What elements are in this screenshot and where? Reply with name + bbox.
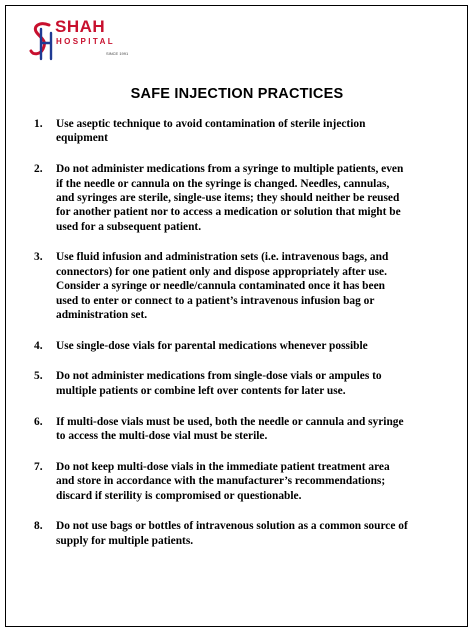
list-item: [34, 117, 444, 146]
hospital-logo: [29, 17, 139, 67]
logo-since: SINCE 1991: [106, 51, 129, 56]
item-number: 7.: [34, 460, 43, 473]
item-number: 6.: [34, 415, 43, 428]
item-text: If multi-dose vials must be used, both the needle or cannula and syringe to access the multi-dose vial must be sterile.: [56, 415, 404, 442]
sh-monogram-icon: [29, 19, 53, 61]
item-number: 8.: [34, 520, 43, 533]
item-text: Do not administer medications from a syringe to multiple patients, even if the needle or cannula on the syringe is changed. Needles, cannulas, and syringes are sterile, single-use items; they should neither be reused for another patient nor to access a medication or solution that might be used for a subsequent patient.: [56, 163, 404, 233]
item-text: Use single-dose vials for parental medications whenever possible: [56, 339, 368, 352]
document-title: SAFE INJECTION PRACTICES: [130, 86, 344, 102]
practices-list: [34, 117, 444, 564]
list-item: [34, 250, 444, 322]
item-text: Use fluid infusion and administration sets (i.e. intravenous bags, and connectors) for one patient only and dispose appropriately after use. Consider a syringe or needle/cannula contaminated once it has been used to enter or connect to a patient’s intravenous infusion bag or administration set.: [56, 251, 389, 322]
logo-subtitle: HOSPITAL: [56, 37, 116, 46]
item-number: 3.: [34, 251, 43, 264]
item-text: Do not use bags or bottles of intravenous solution as a common source of supply for multiple patients.: [56, 520, 408, 547]
list-item: [34, 339, 444, 353]
item-text: Do not administer medications from single-dose vials or ampules to multiple patients or combine left over contents for later use.: [56, 370, 382, 397]
item-number: 4.: [34, 339, 43, 352]
list-item: [34, 415, 444, 444]
logo-title: SHAH: [55, 17, 106, 36]
item-number: 1.: [34, 118, 43, 130]
item-number: 5.: [34, 370, 43, 383]
list-item: [34, 519, 444, 548]
item-text: Do not keep multi-dose vials in the immediate patient treatment area and store in accordance with the manufacturer’s recommendations; discard if sterility is compromised or questionable.: [56, 460, 390, 502]
list-item: [34, 162, 444, 234]
list-item: [34, 369, 444, 398]
item-number: 2.: [34, 163, 43, 176]
item-text: Use aseptic technique to avoid contamination of sterile injection equipment: [56, 118, 366, 145]
list-item: [34, 460, 444, 503]
